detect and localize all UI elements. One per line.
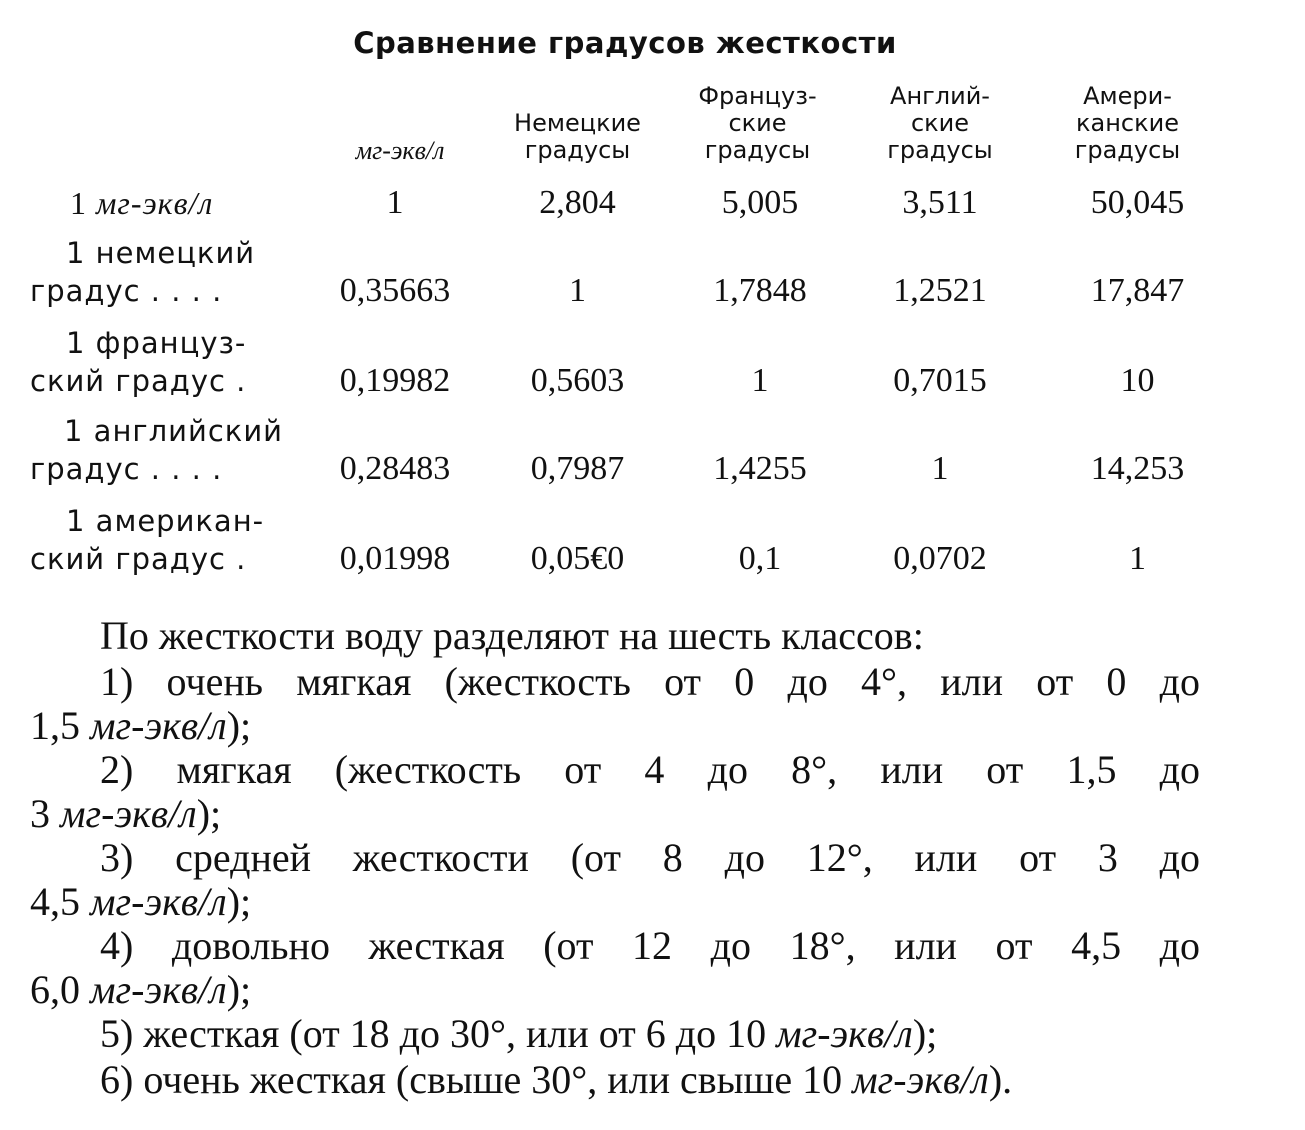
table-title: Сравнение градусов жесткости	[353, 26, 897, 60]
table-cell: 14,253	[1090, 450, 1185, 487]
table-cell: 1	[386, 184, 404, 221]
class-item-4-continuation	[30, 968, 251, 1012]
table-cell: 50,045	[1090, 184, 1185, 221]
table-cell: 0,7015	[893, 362, 987, 399]
column-header-text: Немецкие градусы	[514, 109, 641, 164]
table-cell: 1	[569, 272, 586, 309]
row-label-line: ский градус .	[30, 364, 247, 398]
table-cell: 1	[1129, 540, 1146, 577]
row-label-line: 1 английский	[64, 414, 284, 448]
row-label-mg-eq	[30, 184, 302, 222]
table-cell: 1,7848	[713, 272, 807, 309]
item-text: 5) жесткая (от 18 до 30°, или от 6 до 10	[100, 1011, 767, 1056]
row-label-american	[30, 502, 302, 578]
table-cell: 0,0702	[893, 540, 987, 577]
tail: );	[226, 879, 252, 924]
table-cell: 5,005	[721, 184, 799, 221]
value: 3	[30, 791, 50, 836]
column-header-american	[1045, 82, 1210, 164]
unit: мг-экв/л	[776, 1011, 913, 1056]
table-cell: 0,1	[738, 540, 782, 577]
table-cell: 0,7987	[530, 450, 625, 487]
row-label-line: 1 немецкий	[66, 236, 256, 270]
unit: мг-экв/л	[90, 879, 227, 924]
table-cell: 1	[931, 450, 949, 487]
value: 1,5	[30, 703, 80, 748]
class-item-3-continuation	[30, 880, 251, 924]
row-label-line: градус . . . .	[30, 274, 223, 308]
intro-paragraph: По жесткости воду разделяют на шесть классов:	[100, 613, 924, 658]
row-label-german	[30, 234, 302, 310]
table-cell: 1,2521	[893, 272, 987, 309]
row-label-line: 1 француз-	[66, 326, 247, 360]
column-header-text: мг-экв/л	[355, 136, 445, 165]
class-item-5	[100, 1012, 1200, 1056]
value: 4,5	[30, 879, 80, 924]
class-item-6	[100, 1058, 1200, 1102]
unit: мг-экв/л	[90, 703, 227, 748]
table-cell: 17,847	[1090, 272, 1185, 309]
table-cell: 2,804	[539, 184, 616, 221]
tail: );	[226, 703, 252, 748]
table-cell: 0,05€0	[530, 540, 625, 577]
unit: мг-экв/л	[60, 791, 197, 836]
table-cell: 1	[751, 362, 769, 399]
column-header-text: Амери- канские градусы	[1074, 82, 1181, 164]
tail: );	[912, 1011, 938, 1056]
column-header-text: Англий- ские градусы	[887, 82, 993, 164]
class-item-1: 1) очень мягкая (жесткость от 0 до 4°, или от 0 до	[100, 659, 1200, 704]
column-header-french	[680, 82, 835, 164]
column-header-mg-eq	[325, 82, 475, 164]
table-cell: 0,19982	[339, 362, 451, 399]
unit: мг-экв/л	[90, 967, 227, 1012]
row-label-line: ский градус .	[30, 542, 247, 576]
row-label-number: 1	[70, 185, 87, 221]
table-cell: 10	[1120, 362, 1155, 399]
row-label-line: 1 американ-	[66, 504, 265, 538]
column-header-english	[865, 82, 1015, 164]
tail: ).	[988, 1057, 1013, 1102]
class-item-3: 3) средней жесткости (от 8 до 12°, или от 3 до	[100, 835, 1200, 880]
row-label-french	[30, 324, 302, 400]
column-header-text: Француз- ские градусы	[698, 82, 817, 164]
item-text: 6) очень жесткая (свыше 30°, или свыше 10	[100, 1057, 843, 1102]
table-cell: 3,511	[902, 184, 978, 221]
tail: );	[226, 967, 252, 1012]
row-label-line: градус . . . .	[30, 452, 223, 486]
row-label-english	[30, 412, 302, 488]
class-item-1-continuation	[30, 704, 251, 748]
value: 6,0	[30, 967, 80, 1012]
unit: мг-экв/л	[852, 1057, 989, 1102]
table-cell: 0,5603	[530, 362, 625, 399]
class-item-4: 4) довольно жесткая (от 12 до 18°, или от 4,5 до	[100, 923, 1200, 968]
row-label-unit: мг-экв/л	[96, 185, 214, 221]
table-cell: 0,01998	[339, 540, 451, 577]
column-header-german	[495, 82, 660, 164]
table-cell: 1,4255	[713, 450, 807, 487]
tail: );	[196, 791, 222, 836]
class-item-2: 2) мягкая (жесткость от 4 до 8°, или от 1,5 до	[100, 747, 1200, 792]
table-cell: 0,35663	[339, 272, 451, 309]
table-cell: 0,28483	[339, 450, 451, 487]
class-item-2-continuation	[30, 792, 221, 836]
